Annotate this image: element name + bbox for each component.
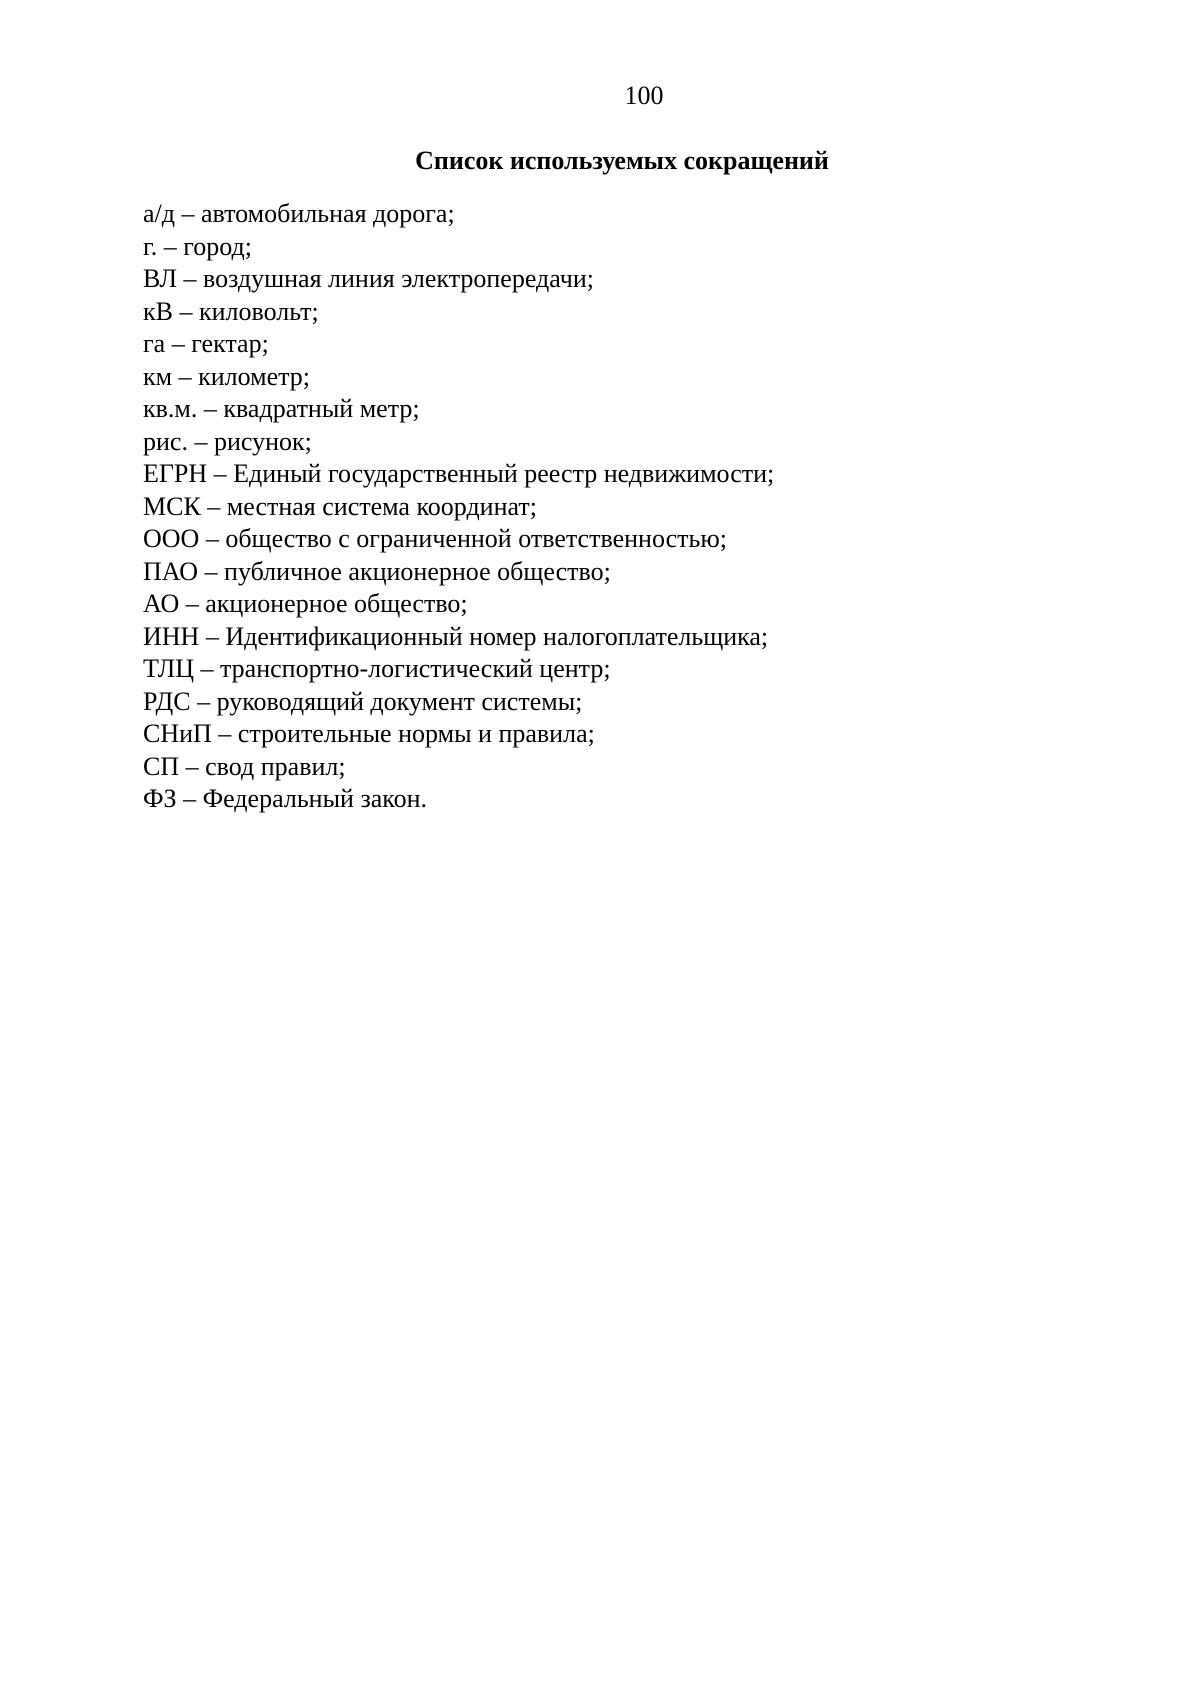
abbreviation-item: ООО – общество с ограниченной ответственностью;	[143, 524, 728, 553]
abbreviation-item: МСК – местная система координат;	[143, 491, 537, 521]
abbreviation-item: СП – свод правил;	[143, 751, 346, 781]
abbreviation-item: рис. – рисунок;	[143, 426, 312, 456]
abbreviation-item: РДС – руководящий документ системы;	[143, 686, 583, 716]
abbreviation-item: км – километр;	[143, 361, 311, 391]
abbreviation-list	[143, 198, 774, 816]
page-number: 100	[624, 81, 664, 110]
abbreviation-item: ТЛЦ – транспортно-логистический центр;	[143, 654, 611, 683]
abbreviation-item: ПАО – публичное акционерное общество;	[143, 556, 611, 586]
section-title: Список используемых сокращений	[415, 146, 829, 175]
abbreviation-item: а/д – автомобильная дорога;	[143, 199, 455, 228]
abbreviation-item: СНиП – строительные нормы и правила;	[143, 719, 595, 748]
abbreviation-item: АО – акционерное общество;	[143, 589, 468, 618]
abbreviation-item: ИНН – Идентификационный номер налогоплательщика;	[143, 621, 769, 651]
abbreviation-item: кВ – киловольт;	[143, 296, 319, 326]
abbreviation-item: г. – город;	[143, 231, 252, 261]
abbreviation-item: га – гектар;	[143, 329, 269, 358]
abbreviation-item: кв.м. – квадратный метр;	[143, 394, 420, 423]
abbreviation-item: ЕГРН – Единый государственный реестр недвижимости;	[143, 459, 775, 488]
abbreviation-item: ФЗ – Федеральный закон.	[143, 784, 428, 813]
abbreviation-item: ВЛ – воздушная линия электропередачи;	[143, 264, 594, 293]
